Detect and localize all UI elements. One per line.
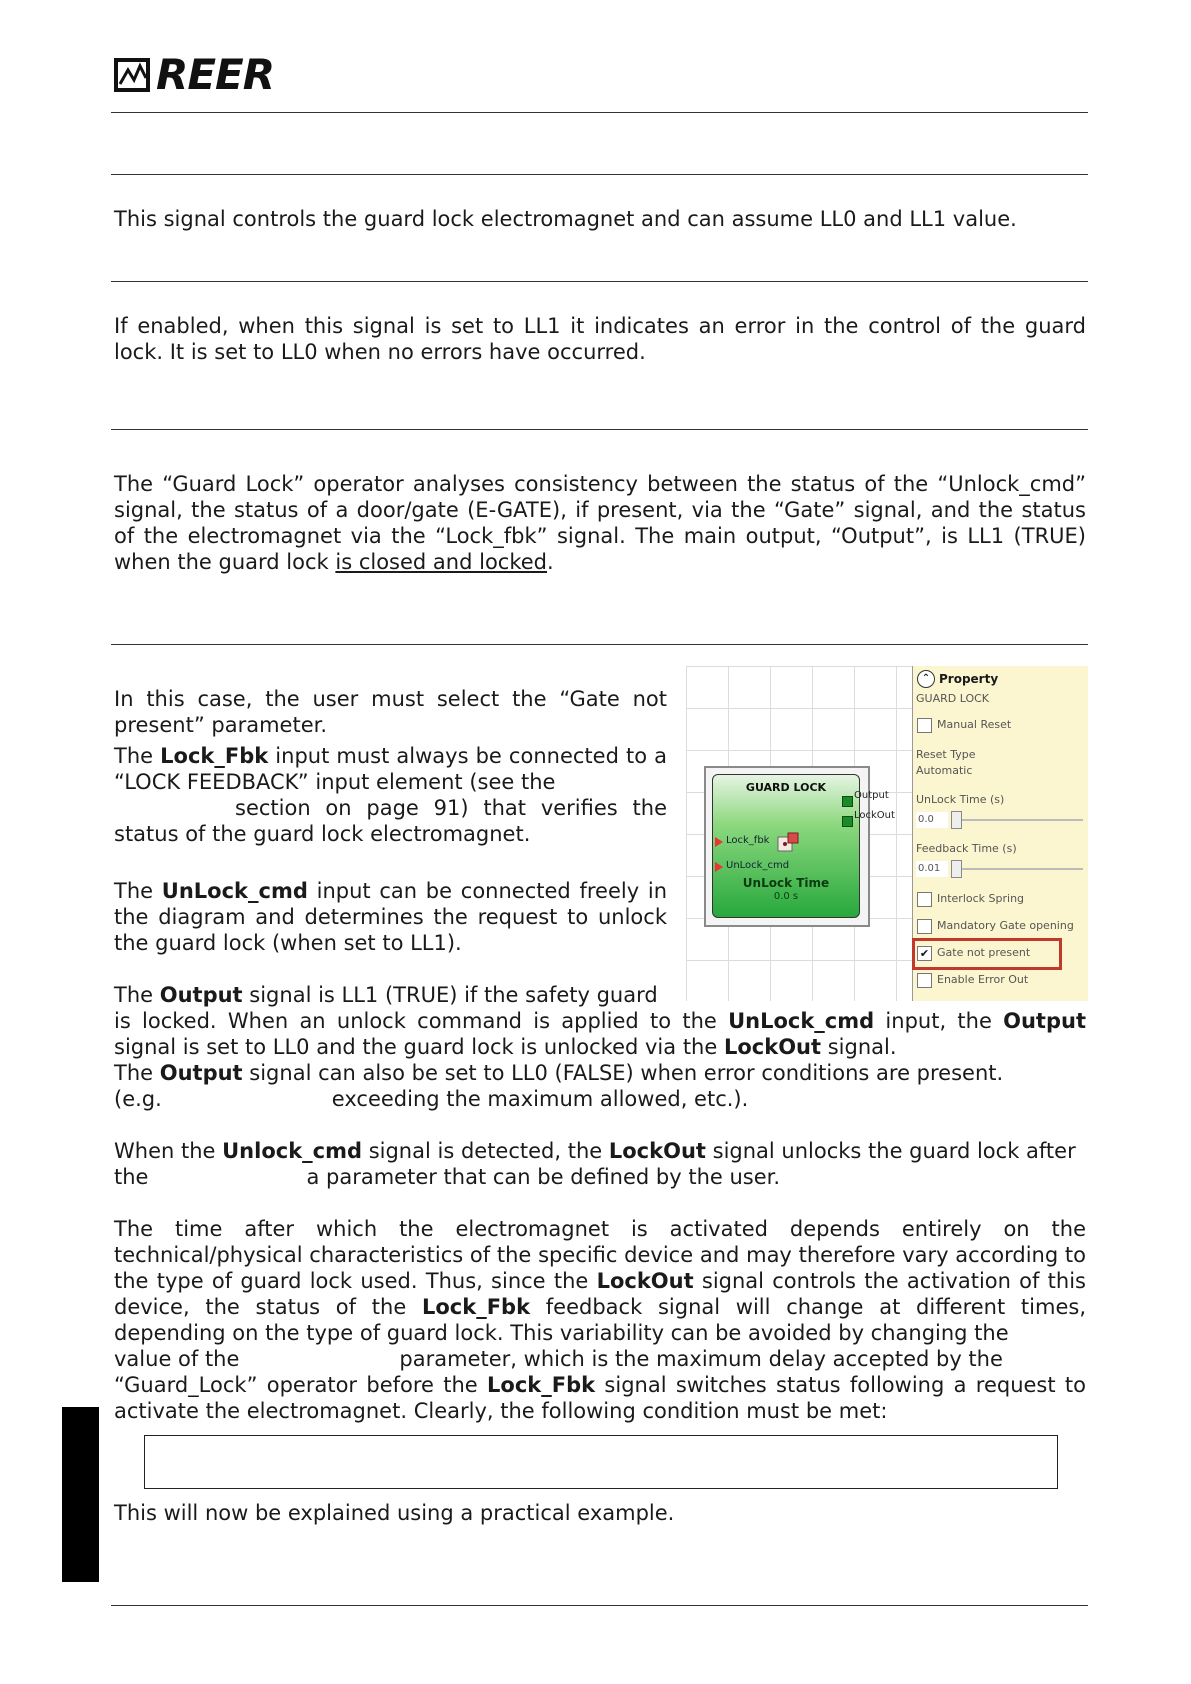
feedback-time-label: Feedback Time (s) [916,842,1017,855]
interlock-spring-checkbox[interactable] [917,892,932,907]
guard-lock-screenshot [686,666,1088,1001]
mandatory-gate-checkbox[interactable] [917,919,932,934]
paragraph-feedback-time: The time after which the electromagnet is activated depends entirely on the technical/physical characteristics of the specific device and may therefore vary according to the type of guard lock used. Thus, since the LockOut signal controls the activation of this device, the status of the Lock_Fbk feedback signal will change at different times, depending on the type of guard lock. This variability can be avoided by changing the value of the parameter, which is the maximum delay accepted by the “Guard_Lock” operator before the Lock_Fbk signal switches status following a request to activate the electromagnet. Clearly, the following condition must be met: [114,1217,1086,1423]
input-unlock-cmd-label: UnLock_cmd [726,860,790,871]
section-rule [111,174,1088,175]
paragraph-error-out: If enabled, when this signal is set to LL1 it indicates an error in the control of the guard lock. It is set to LL0 when no errors have occurred. [114,314,1086,364]
output-port[interactable] [842,796,853,807]
operator-name: GUARD LOCK [916,692,989,705]
input-arrow-icon [715,837,723,847]
gate-not-present-checkbox[interactable]: ✔ [917,946,932,961]
output-label: Output [854,790,889,801]
interlock-spring-label: Interlock Spring [937,892,1025,905]
company-logo [114,52,274,98]
property-header[interactable] [917,670,998,688]
reset-type-value[interactable]: Automatic [916,764,973,777]
paragraph-output-line1: The Output signal is LL1 (TRUE) if the safety guard [114,983,658,1007]
manual-reset-label: Manual Reset [937,718,1012,731]
lockout-port[interactable] [842,816,853,827]
lockout-label: LockOut [854,810,895,821]
footer-rule [111,1605,1088,1606]
paragraph-gate-not-present: In this case, the user must select the “Gate not present” parameter. [114,687,667,737]
paragraph-output-error: The Output signal can also be set to LL0 (FALSE) when error conditions are present. (e.g. exceeding the maximum allowed, etc.). [114,1061,1004,1111]
input-lock-fbk-label: Lock_fbk [726,835,770,846]
section-rule [111,644,1088,645]
collapse-icon[interactable]: ⌃ [917,670,935,688]
paragraph-unlock-time: When the Unlock_cmd signal is detected, the LockOut signal unlocks the guard lock after the a parameter that can be defined by the user. [114,1139,1076,1189]
reset-type-label: Reset Type [916,748,976,761]
input-arrow-icon [715,862,723,872]
paragraph-output-signal: This signal controls the guard lock electromagnet and can assume LL0 and LL1 value. [114,207,1017,231]
paragraph-lock-fbk: The Lock_Fbk input must always be connected to a “LOCK FEEDBACK” input element (see the section on page 91) that verifies the status of the guard lock electromagnet. [114,744,667,846]
highlight-box [912,938,1062,970]
section-rule [111,429,1088,430]
paragraph-unlock-cmd: The UnLock_cmd input can be connected freely in the diagram and determines the request to unlock the guard lock (when set to LL1). [114,879,668,955]
logo-text: REER [156,50,275,99]
paragraph-example: This will now be explained using a practical example. [114,1501,675,1525]
gate-not-present-label: Gate not present [937,946,1031,959]
block-title: GUARD LOCK [745,781,827,794]
paragraph-output-rest: is locked. When an unlock command is applied to the UnLock_cmd input, the Output signal is set to LL0 and the guard lock is unlocked via the LockOut signal. [114,1009,1086,1059]
paragraph-operator-description: The “Guard Lock” operator analyses consistency between the status of the “Unlock_cmd” signal, the status of a door/gate (E-GATE), if present, via the “Gate” signal, and the status of the electromagnet via the “Lock_fbk” signal. The main output, “Output”, is LL1 (TRUE) when the guard lock is closed and locked. [114,472,1086,574]
mandatory-gate-label: Mandatory Gate opening [937,919,1074,932]
unlock-time-input[interactable]: 0.0 [916,812,948,828]
header-rule [111,112,1088,113]
guard-lock-icon [776,831,800,853]
feedback-time-slider-thumb[interactable] [951,860,962,878]
guard-lock-block[interactable] [712,774,860,918]
unlock-time-slider-thumb[interactable] [951,811,962,829]
block-unlock-time-value: 0.0 s [773,891,799,902]
feedback-time-slider[interactable] [953,868,1083,870]
page-edge-tab [62,1407,99,1582]
section-rule [111,281,1088,282]
guard-lock-block-frame[interactable] [704,766,870,927]
property-panel [912,666,1088,1001]
condition-box [144,1435,1058,1489]
manual-reset-checkbox[interactable] [917,718,932,733]
property-title: Property [939,672,999,686]
block-unlock-time-label: UnLock Time [742,876,830,890]
enable-error-out-label: Enable Error Out [937,973,1029,986]
enable-error-out-checkbox[interactable] [917,973,932,988]
feedback-time-input[interactable]: 0.01 [916,861,948,877]
unlock-time-label: UnLock Time (s) [916,793,1005,806]
unlock-time-slider[interactable] [953,819,1083,821]
reer-logo-icon [114,56,152,94]
